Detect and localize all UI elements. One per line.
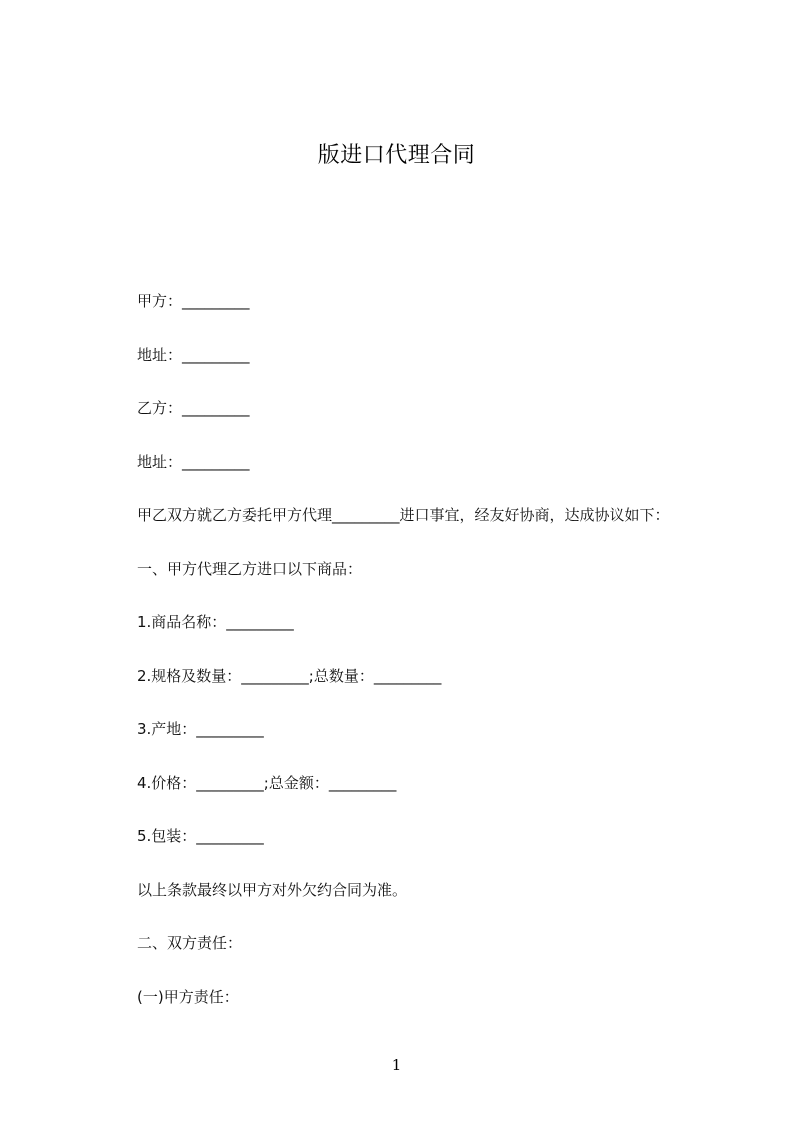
party-a-responsibilities-heading: (一)甲方责任：	[137, 987, 239, 1006]
document-title: 版进口代理合同	[317, 143, 476, 168]
specification-quantity-line: 2.规格及数量：_________;总数量：_________	[137, 666, 442, 685]
price-amount-line: 4.价格：_________;总金额：_________	[137, 773, 397, 792]
party-a-address-line: 地址：_________	[137, 345, 250, 364]
party-b-line: 乙方：_________	[137, 399, 250, 417]
agreement-intro-line: 甲乙双方就乙方委托甲方代理_________进口事宜，经友好协商，达成协议如下：	[137, 506, 670, 524]
section-one-heading: 一、甲方代理乙方进口以下商品：	[137, 559, 363, 578]
document-body	[137, 288, 727, 1037]
section-two-heading: 二、双方责任：	[137, 934, 243, 952]
packaging-line: 5.包装：_________	[137, 827, 264, 845]
page-number: 1	[391, 1056, 402, 1074]
goods-name-line: 1.商品名称：_________	[137, 613, 294, 631]
origin-line: 3.产地：_________	[137, 720, 264, 738]
terms-note-line: 以上条款最终以甲方对外欠约合同为准。	[137, 880, 408, 899]
party-a-line: 甲方：_________	[137, 292, 250, 310]
party-b-address-line: 地址：_________	[137, 452, 250, 471]
